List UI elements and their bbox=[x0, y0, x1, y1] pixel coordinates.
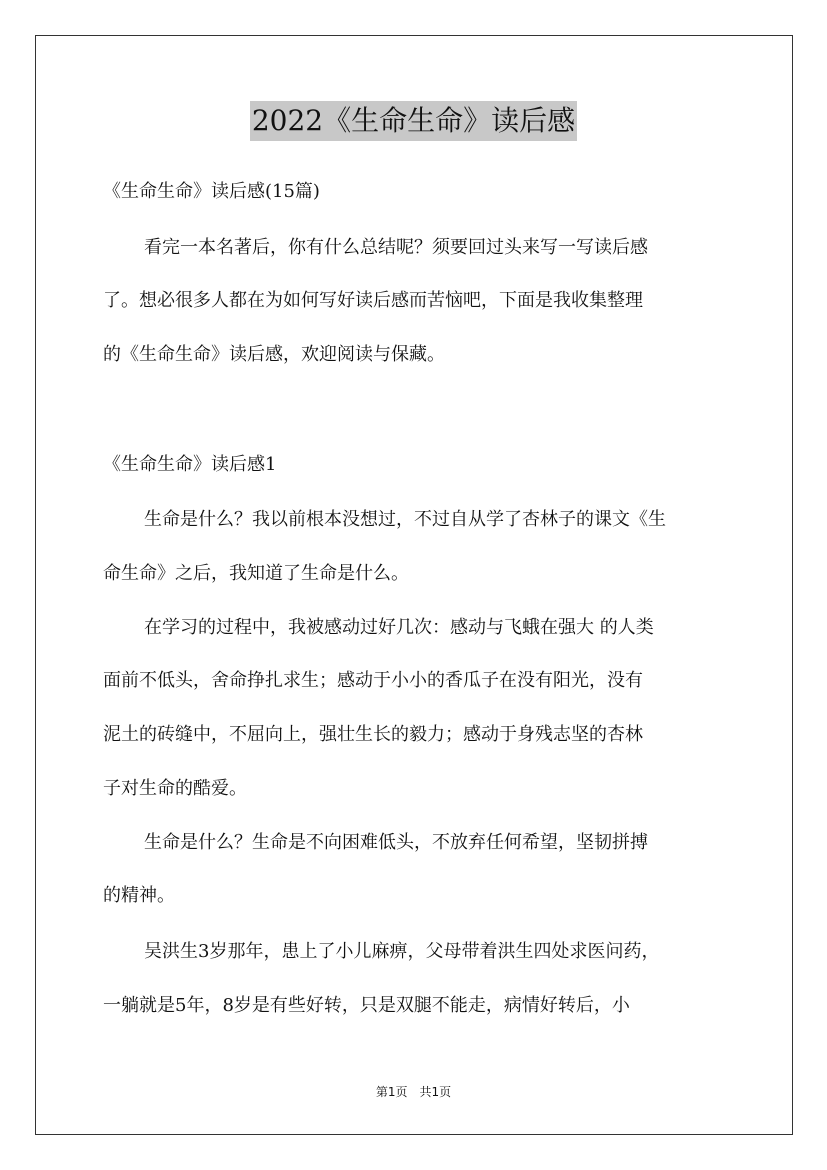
body-line: 面前不低头，舍命挣扎求生；感动于小小的香瓜子在没有阳光，没有 bbox=[103, 670, 643, 691]
body-line: 的精神。 bbox=[103, 885, 175, 906]
body-line: 生命是什么？生命是不向困难低头，不放弃任何希望，坚韧拼搏 bbox=[144, 832, 648, 853]
intro-line: 了。想必很多人都在为如何写好读后感而苦恼吧，下面是我收集整理 bbox=[103, 290, 643, 311]
body-line: 生命是什么？我以前根本没想过，不过自从学了杏林子的课文《生 bbox=[144, 509, 666, 530]
body-line: 在学习的过程中，我被感动过好几次：感动与飞蛾在强大 的人类 bbox=[144, 617, 654, 638]
body-line: 泥土的砖缝中，不屈向上，强壮生长的毅力；感动于身残志坚的杏林 bbox=[103, 724, 643, 745]
intro-line: 看完一本名著后，你有什么总结呢？须要回过头来写一写读后感 bbox=[144, 237, 648, 258]
section-heading: 《生命生命》读后感1 bbox=[103, 454, 277, 475]
page-number-footer: 第1页 共1页 bbox=[375, 1085, 452, 1099]
title-container bbox=[0, 101, 827, 141]
body-line: 子对生命的酷爱。 bbox=[103, 778, 247, 799]
body-line: 吴洪生3岁那年，患上了小儿麻痹，父母带着洪生四处求医问药， bbox=[144, 941, 660, 962]
document-title: 2022《生命生命》读后感 bbox=[250, 101, 577, 141]
intro-line: 的《生命生命》读后感，欢迎阅读与保藏。 bbox=[103, 344, 445, 365]
body-line: 一躺就是5年，8岁是有些好转，只是双腿不能走，病情好转后，小 bbox=[103, 995, 630, 1016]
body-line: 命生命》之后，我知道了生命是什么。 bbox=[103, 563, 409, 584]
document-subtitle: 《生命生命》读后感(15篇) bbox=[103, 181, 320, 202]
